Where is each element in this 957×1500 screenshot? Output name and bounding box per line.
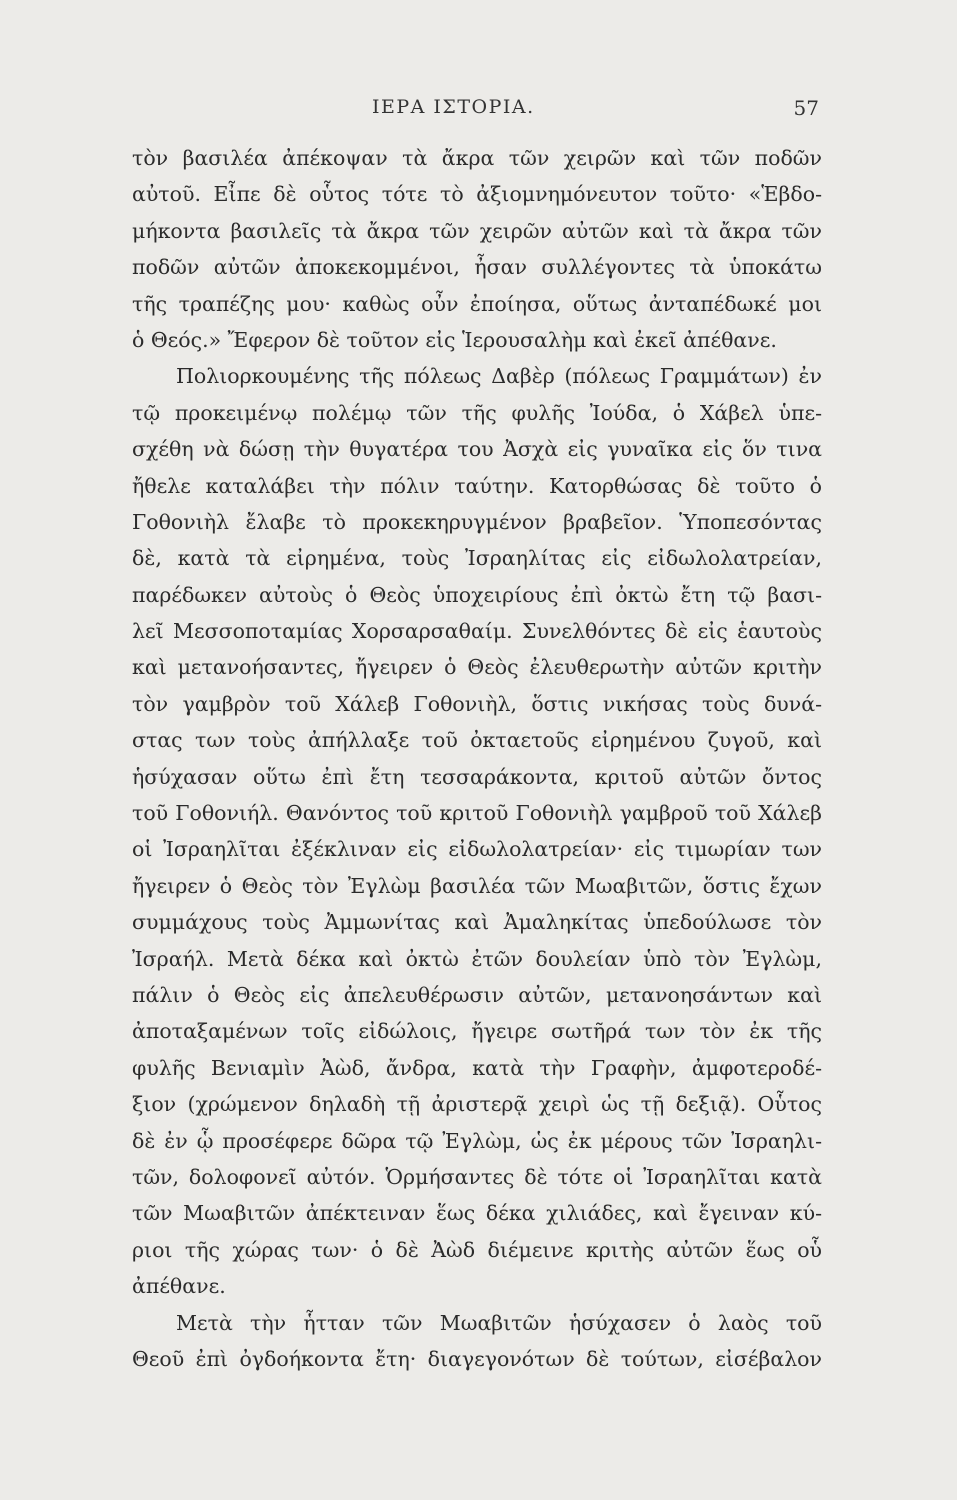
text-line: τῆς τραπέζης μου· καθὼς οὖν ἐποίησα, οὕτως ἀνταπέδωκέ μοι — [132, 291, 822, 316]
text-line: λεῖ Μεσσοποταμίας Χορσαρσαθαίμ. Συνελθόντες δὲ εἰς ἑαυτοὺς — [132, 619, 822, 644]
text-line: ξιον (χρώμενον δηλαδὴ τῇ ἀριστερᾷ χειρὶ ὡς τῇ δεξιᾷ). Οὗτος — [132, 1092, 822, 1117]
text-line: ποδῶν αὐτῶν ἀποκεκομμένοι, ἦσαν συλλέγοντες τὰ ὑποκάτω — [132, 255, 822, 280]
text-line: Πολιορκουμένης τῆς πόλεως Δαβὲρ (πόλεως Γραμμάτων) ἐν — [176, 364, 822, 389]
text-line: στας των τοὺς ἀπήλλαξε τοῦ ὀκταετοῦς εἰρημένου ζυγοῦ, καὶ — [132, 728, 822, 753]
text-line: μήκοντα βασιλεῖς τὰ ἄκρα τῶν χειρῶν αὐτῶν καὶ τὰ ἄκρα τῶν — [132, 218, 822, 243]
text-line: δὲ ἐν ᾧ προσέφερε δῶρα τῷ Ἐγλὼμ, ὡς ἐκ μέρους τῶν Ἰσραηλι- — [132, 1128, 822, 1153]
text-line: δὲ, κατὰ τὰ εἰρημένα, τοὺς Ἰσραηλίτας εἰς εἰδωλολατρείαν, — [132, 546, 822, 571]
text-line: τὸν γαμβρὸν τοῦ Χάλεβ Γοθονιὴλ, ὅστις νικήσας τοὺς δυνά- — [132, 691, 822, 716]
text-line: ἤθελε καταλάβει τὴν πόλιν ταύτην. Κατορθώσας δὲ τοῦτο ὁ — [132, 473, 822, 498]
text-line: σχέθη νὰ δώσῃ τὴν θυγατέρα του Ἀσχὰ εἰς γυναῖκα εἰς ὅν τινα — [132, 437, 822, 462]
text-line: ἤγειρεν ὁ Θεὸς τὸν Ἐγλὼμ βασιλέα τῶν Μωαβιτῶν, ὅστις ἔχων — [132, 873, 822, 898]
text-line: ἀπέθανε. — [132, 1274, 226, 1299]
text-line: ριοι τῆς χώρας των· ὁ δὲ Ἀὼδ διέμεινε κριτὴς αὐτῶν ἕως οὗ — [132, 1237, 822, 1262]
text-line: Γοθονιὴλ ἔλαβε τὸ προκεκηρυγμένον βραβεῖον. Ὑποπεσόντας — [132, 509, 822, 534]
text-line: ἡσύχασαν οὕτω ἐπὶ ἔτη τεσσαράκοντα, κριτοῦ αὐτῶν ὄντος — [132, 764, 822, 789]
body-text — [132, 140, 822, 1377]
text-line: φυλῆς Βενιαμὶν Ἀὼδ, ἄνδρα, κατὰ τὴν Γραφὴν, ἀμφοτεροδέ- — [132, 1055, 822, 1080]
text-line: Θεοῦ ἐπὶ ὀγδοήκοντα ἔτη· διαγεγονότων δὲ τούτων, εἰσέβαλον — [132, 1346, 822, 1371]
text-line: αὐτοῦ. Εἶπε δὲ οὗτος τότε τὸ ἀξιομνημόνευτον τοῦτο· «Ἑβδο- — [132, 182, 822, 207]
running-head — [0, 96, 957, 136]
text-line: τῶν Μωαβιτῶν ἀπέκτειναν ἕως δέκα χιλιάδες, καὶ ἔγειναν κύ- — [132, 1201, 822, 1226]
text-line: τῷ προκειμένῳ πολέμῳ τῶν τῆς φυλῆς Ἰούδα, ὁ Χάβελ ὑπε- — [132, 400, 822, 425]
running-title: ΙΕΡΑ ΙΣΤΟΡΙΑ. — [372, 96, 535, 118]
text-line: ὁ Θεός.» Ἔφερον δὲ τοῦτον εἰς Ἱερουσαλὴμ καὶ ἐκεῖ ἀπέθανε. — [132, 327, 777, 352]
text-line: Ἰσραήλ. Μετὰ δέκα καὶ ὀκτὼ ἐτῶν δουλείαν ὑπὸ τὸν Ἐγλὼμ, — [132, 946, 822, 971]
page-number: 57 — [793, 96, 819, 120]
text-line: τοῦ Γοθονιήλ. Θανόντος τοῦ κριτοῦ Γοθονιὴλ γαμβροῦ τοῦ Χάλεβ — [132, 801, 822, 826]
text-line: παρέδωκεν αὐτοὺς ὁ Θεὸς ὑποχειρίους ἐπὶ ὀκτὼ ἔτη τῷ βασι- — [132, 582, 822, 607]
text-line: Μετὰ τὴν ἧτταν τῶν Μωαβιτῶν ἡσύχασεν ὁ λαὸς τοῦ — [176, 1310, 822, 1335]
text-line: τὸν βασιλέα ἀπέκοψαν τὰ ἄκρα τῶν χειρῶν καὶ τῶν ποδῶν — [132, 146, 822, 170]
text-line: τῶν, δολοφονεῖ αὐτόν. Ὁρμήσαντες δὲ τότε οἱ Ἰσραηλῖται κατὰ — [132, 1164, 822, 1189]
text-line: συμμάχους τοὺς Ἀμμωνίτας καὶ Ἀμαληκίτας ὑπεδούλωσε τὸν — [132, 910, 822, 935]
text-line: πάλιν ὁ Θεὸς εἰς ἀπελευθέρωσιν αὐτῶν, μετανοησάντων καὶ — [132, 982, 822, 1007]
text-line: οἱ Ἰσραηλῖται ἐξέκλιναν εἰς εἰδωλολατρείαν· εἰς τιμωρίαν των — [132, 837, 822, 862]
text-line: ἀποταξαμένων τοῖς εἰδώλοις, ἤγειρε σωτῆρά των τὸν ἐκ τῆς — [132, 1019, 822, 1044]
text-line: καὶ μετανοήσαντες, ἤγειρεν ὁ Θεὸς ἐλευθερωτὴν αὐτῶν κριτὴν — [132, 655, 822, 680]
